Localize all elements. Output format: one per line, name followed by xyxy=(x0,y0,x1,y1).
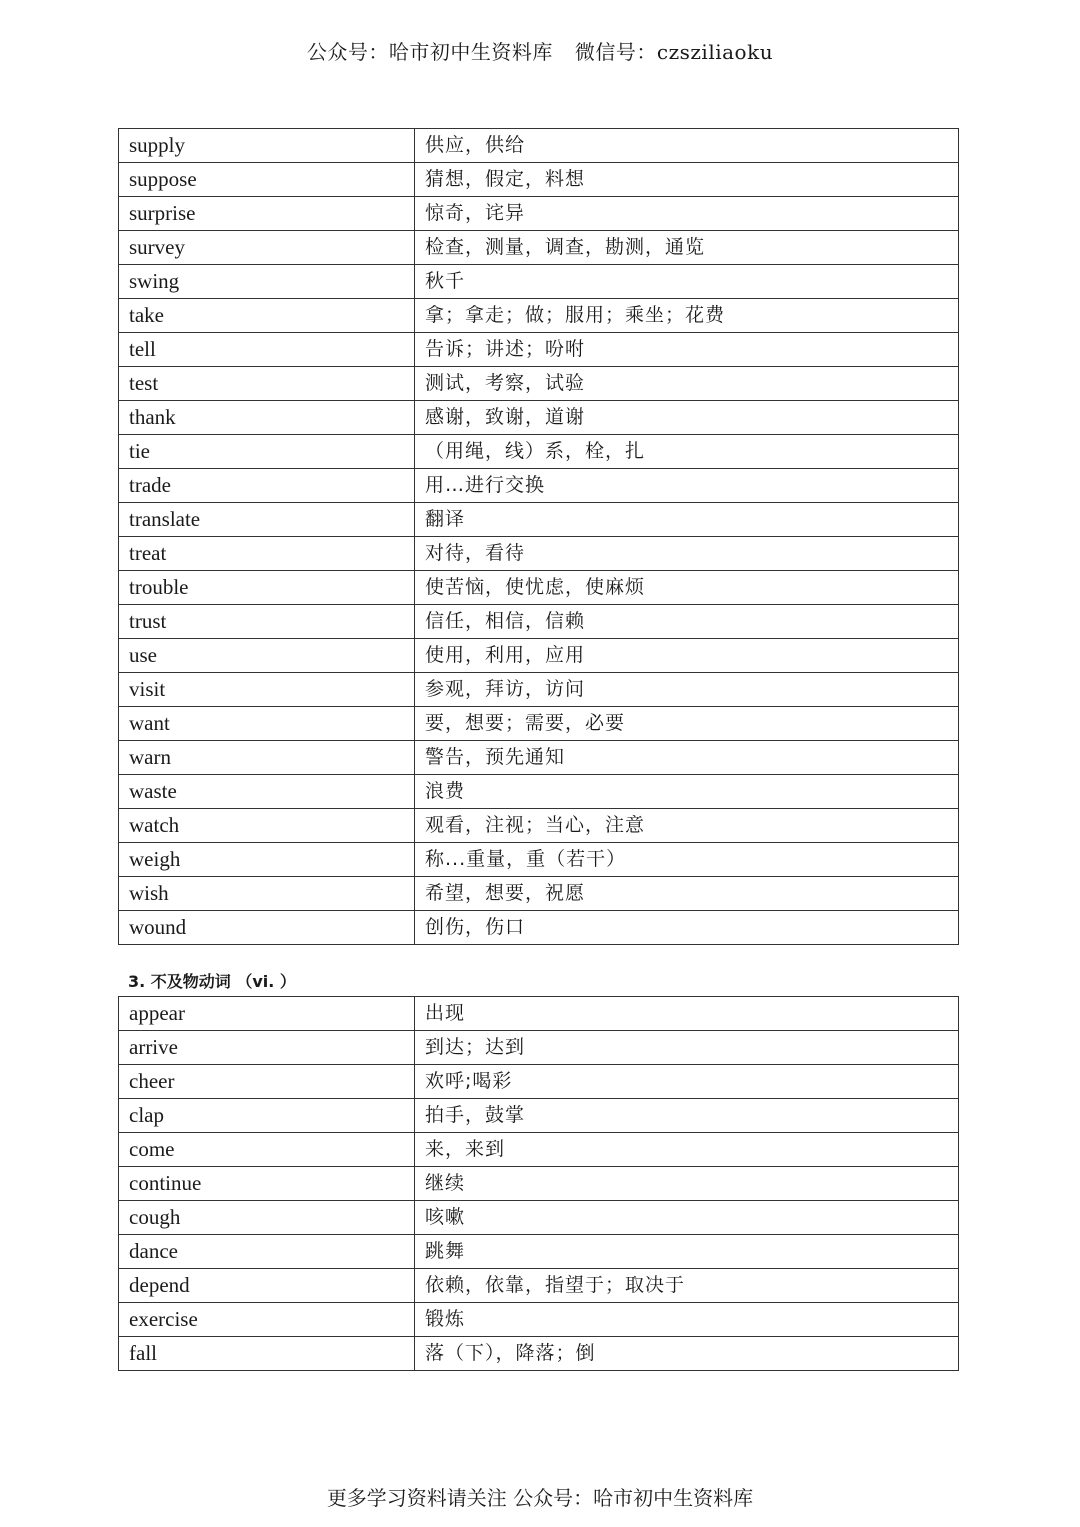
header-official-account: 公众号：哈市初中生资料库 xyxy=(306,40,553,64)
meaning-cell: 猜想，假定，料想 xyxy=(415,163,959,197)
word-cell: survey xyxy=(119,231,415,265)
table-row xyxy=(119,435,959,469)
table-row xyxy=(119,503,959,537)
meaning-cell: 信任，相信，信赖 xyxy=(415,605,959,639)
section-title: 3. 不及物动词 （vi. ） xyxy=(128,972,296,991)
word-cell: clap xyxy=(119,1099,415,1133)
table-row xyxy=(119,1303,959,1337)
table-row xyxy=(119,775,959,809)
meaning-cell: 使苦恼，使忧虑，使麻烦 xyxy=(415,571,959,605)
word-cell: cough xyxy=(119,1201,415,1235)
table-row xyxy=(119,197,959,231)
word-cell: thank xyxy=(119,401,415,435)
table-row xyxy=(119,741,959,775)
meaning-cell: 欢呼;喝彩 xyxy=(415,1065,959,1099)
table-row xyxy=(119,367,959,401)
word-cell: wound xyxy=(119,911,415,945)
table-row xyxy=(119,1201,959,1235)
word-cell: take xyxy=(119,299,415,333)
meaning-cell: 称...重量，重（若干） xyxy=(415,843,959,877)
table-row xyxy=(119,129,959,163)
meaning-cell: 参观，拜访，访问 xyxy=(415,673,959,707)
word-cell: translate xyxy=(119,503,415,537)
meaning-cell: 跳舞 xyxy=(415,1235,959,1269)
meaning-cell: 拍手，鼓掌 xyxy=(415,1099,959,1133)
meaning-cell: 落（下），降落；倒 xyxy=(415,1337,959,1371)
intransitive-verb-table-body xyxy=(119,997,959,1371)
word-cell: supply xyxy=(119,129,415,163)
table-row xyxy=(119,571,959,605)
meaning-cell: 咳嗽 xyxy=(415,1201,959,1235)
meaning-cell: 检查，测量，调查，勘测，通览 xyxy=(415,231,959,265)
word-cell: surprise xyxy=(119,197,415,231)
meaning-cell: 浪费 xyxy=(415,775,959,809)
meaning-cell: 秋千 xyxy=(415,265,959,299)
meaning-cell: 来，来到 xyxy=(415,1133,959,1167)
word-cell: come xyxy=(119,1133,415,1167)
meaning-cell: 对待，看待 xyxy=(415,537,959,571)
word-cell: weigh xyxy=(119,843,415,877)
header-wechat-id: 微信号：czsziliaoku xyxy=(574,40,774,64)
word-cell: tell xyxy=(119,333,415,367)
word-cell: continue xyxy=(119,1167,415,1201)
transitive-verb-table-body xyxy=(119,129,959,945)
word-cell: tie xyxy=(119,435,415,469)
table-row xyxy=(119,401,959,435)
table-row xyxy=(119,537,959,571)
word-cell: fall xyxy=(119,1337,415,1371)
meaning-cell: 测试，考察，试验 xyxy=(415,367,959,401)
table-row xyxy=(119,809,959,843)
table-row xyxy=(119,163,959,197)
table-row xyxy=(119,1065,959,1099)
table-row xyxy=(119,673,959,707)
table-row xyxy=(119,843,959,877)
meaning-cell: 要，想要；需要，必要 xyxy=(415,707,959,741)
table-row xyxy=(119,231,959,265)
meaning-cell: 用…进行交换 xyxy=(415,469,959,503)
table-row xyxy=(119,1269,959,1303)
table-row xyxy=(119,877,959,911)
word-cell: treat xyxy=(119,537,415,571)
word-cell: want xyxy=(119,707,415,741)
meaning-cell: 翻译 xyxy=(415,503,959,537)
table-row xyxy=(119,1031,959,1065)
meaning-cell: 到达；达到 xyxy=(415,1031,959,1065)
table-row xyxy=(119,707,959,741)
meaning-cell: 感谢，致谢，道谢 xyxy=(415,401,959,435)
word-cell: trouble xyxy=(119,571,415,605)
word-cell: depend xyxy=(119,1269,415,1303)
table-row xyxy=(119,911,959,945)
word-cell: cheer xyxy=(119,1065,415,1099)
word-cell: swing xyxy=(119,265,415,299)
word-cell: appear xyxy=(119,997,415,1031)
intransitive-verb-table xyxy=(118,996,959,1371)
word-cell: arrive xyxy=(119,1031,415,1065)
meaning-cell: 惊奇，诧异 xyxy=(415,197,959,231)
table-row xyxy=(119,1235,959,1269)
word-cell: visit xyxy=(119,673,415,707)
page-footer: 更多学习资料请关注 公众号：哈市初中生资料库 xyxy=(326,1486,754,1510)
meaning-cell: 继续 xyxy=(415,1167,959,1201)
meaning-cell: 拿；拿走；做；服用；乘坐；花费 xyxy=(415,299,959,333)
table-row xyxy=(119,265,959,299)
word-cell: waste xyxy=(119,775,415,809)
page-header xyxy=(0,38,1080,66)
table-row xyxy=(119,1133,959,1167)
table-row xyxy=(119,1099,959,1133)
word-cell: trust xyxy=(119,605,415,639)
word-cell: dance xyxy=(119,1235,415,1269)
word-cell: watch xyxy=(119,809,415,843)
meaning-cell: 创伤，伤口 xyxy=(415,911,959,945)
transitive-verb-table xyxy=(118,128,959,945)
meaning-cell: 锻炼 xyxy=(415,1303,959,1337)
table-row xyxy=(119,605,959,639)
meaning-cell: 使用，利用，应用 xyxy=(415,639,959,673)
table-row xyxy=(119,469,959,503)
meaning-cell: 依赖，依靠，指望于；取决于 xyxy=(415,1269,959,1303)
word-cell: warn xyxy=(119,741,415,775)
table-row xyxy=(119,997,959,1031)
word-cell: use xyxy=(119,639,415,673)
table-row xyxy=(119,1167,959,1201)
meaning-cell: 警告，预先通知 xyxy=(415,741,959,775)
word-cell: trade xyxy=(119,469,415,503)
word-cell: wish xyxy=(119,877,415,911)
word-cell: exercise xyxy=(119,1303,415,1337)
table-row xyxy=(119,1337,959,1371)
word-cell: suppose xyxy=(119,163,415,197)
meaning-cell: 出现 xyxy=(415,997,959,1031)
meaning-cell: 希望，想要，祝愿 xyxy=(415,877,959,911)
table-row xyxy=(119,299,959,333)
meaning-cell: 观看，注视；当心，注意 xyxy=(415,809,959,843)
meaning-cell: 告诉；讲述；吩咐 xyxy=(415,333,959,367)
table-row xyxy=(119,639,959,673)
meaning-cell: 供应，供给 xyxy=(415,129,959,163)
table-row xyxy=(119,333,959,367)
word-cell: test xyxy=(119,367,415,401)
meaning-cell: （用绳，线）系，栓，扎 xyxy=(415,435,959,469)
